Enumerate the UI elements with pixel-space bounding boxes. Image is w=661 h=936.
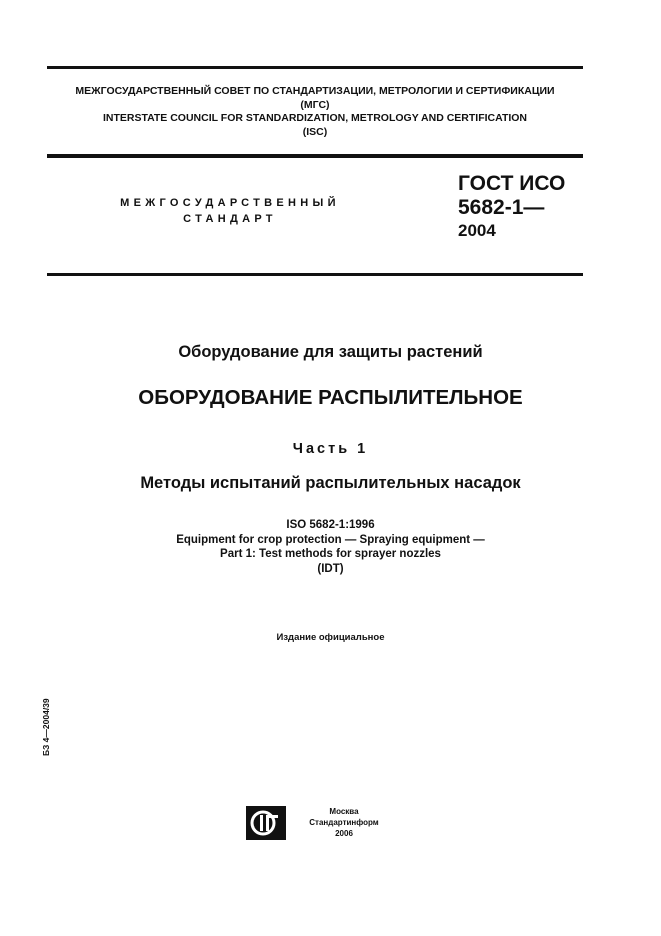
standard-type-line2: СТАНДАРТ <box>183 213 277 225</box>
standard-type-label <box>95 195 365 227</box>
group-title: Оборудование для защиты растений <box>178 343 483 361</box>
bottom-rule <box>47 273 583 276</box>
council-name-ru: МЕЖГОСУДАРСТВЕННЫЙ СОВЕТ ПО СТАНДАРТИЗАЦИИ, МЕТРОЛОГИИ И СЕРТИФИКАЦИИ <box>75 85 555 97</box>
publisher-block <box>294 806 394 839</box>
designation-line2: 5682-1— <box>458 196 545 219</box>
main-title: ОБОРУДОВАНИЕ РАСПЫЛИТЕЛЬНОЕ <box>138 386 523 409</box>
middle-rule <box>47 154 583 158</box>
publisher-city: Москва <box>329 807 359 816</box>
side-code: БЗ 4—2004/39 <box>41 698 51 756</box>
part-subtitle: Методы испытаний распылительных насадок <box>140 474 521 492</box>
council-name-en: INTERSTATE COUNCIL FOR STANDARDIZATION, METROLOGY AND CERTIFICATION <box>102 112 528 124</box>
council-abbr-ru: (МГС) <box>300 98 330 111</box>
standard-designation <box>458 172 565 242</box>
iso-number: ISO 5682-1:1996 <box>286 519 375 531</box>
iso-reference <box>0 518 661 576</box>
iso-title-line2: Part 1: Test methods for sprayer nozzles <box>220 548 441 560</box>
council-header <box>47 85 583 139</box>
top-rule <box>47 66 583 69</box>
iso-idt: (IDT) <box>317 562 344 575</box>
designation-line1: ГОСТ ИСО <box>458 172 566 195</box>
official-edition: Издание официальное <box>276 632 385 643</box>
standartinform-logo-icon <box>246 806 286 840</box>
standard-type-line1: МЕЖГОСУДАРСТВЕННЫЙ <box>120 197 340 209</box>
publisher-year: 2006 <box>335 829 353 838</box>
part-label: Часть 1 <box>292 441 369 457</box>
council-abbr-en: (ISC) <box>302 125 328 138</box>
iso-title-line1: Equipment for crop protection — Spraying equipment — <box>176 533 485 546</box>
designation-year: 2004 <box>458 221 496 240</box>
publisher-name: Стандартинформ <box>309 818 379 827</box>
